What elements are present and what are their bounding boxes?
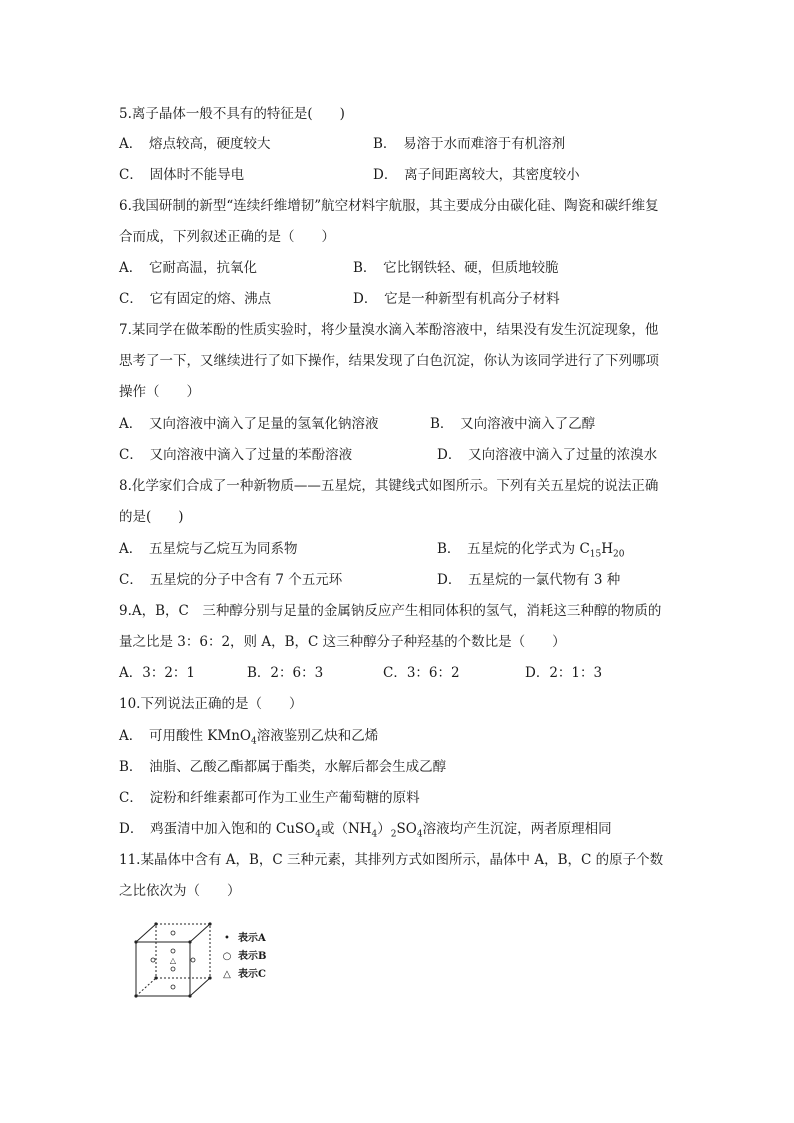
- q10-option-d-text-mid3: SO: [396, 821, 417, 837]
- q5-option-a: A． 熔点较高，硬度较大: [119, 136, 271, 152]
- q8-subscript: 20: [613, 549, 625, 560]
- q10-option-d-text-mid: 或（NH: [320, 821, 372, 837]
- q5-stem: 5.离子晶体一般不具有的特征是( ): [119, 106, 345, 122]
- cell-front-face: [136, 942, 190, 996]
- q7-stem-line1: 7.某同学在做苯酚的性质实验时，将少量溴水滴入苯酚溶液中，结果没有发生沉淀现象，他: [119, 322, 659, 338]
- q9-option-b: B．2：6：3: [247, 665, 324, 681]
- legend-label-a: 表示A: [238, 933, 266, 944]
- q6-option-d: D． 它是一种新型有机高分子材料: [353, 291, 560, 307]
- q9-stem-line1: 9.A，B，C 三种醇分别与足量的金属钠反应产生相同体积的氢气，消耗这三种醇的物质的: [119, 603, 662, 619]
- q10-option-b: B． 油脂、乙酸乙酯都属于酯类，水解后都会生成乙醇: [119, 759, 447, 775]
- cell-edge: [136, 924, 156, 942]
- q7-option-d: D． 又向溶液中滴入了过量的浓溴水: [437, 447, 658, 463]
- q9-option-d: D．2：1：3: [525, 665, 603, 681]
- q7-option-b: B． 又向溶液中滴入了乙醇: [430, 416, 596, 432]
- q9-option-c: C．3：6：2: [383, 665, 460, 681]
- q10-option-a: [119, 726, 679, 746]
- cell-edge-hidden: [136, 978, 156, 996]
- q5-option-d: D． 离子间距离较大，其密度较小: [373, 167, 580, 183]
- q6-stem-line1: 6.我国研制的新型“连续纤维增韧”航空材料宇航服，其主要成分由碳化硅、陶瓷和碳纤维复: [119, 198, 659, 214]
- q10-option-a-text-end: 溶液鉴别乙炔和乙烯: [256, 728, 379, 744]
- q7-option-a: A． 又向溶液中滴入了足量的氢氧化钠溶液: [119, 416, 379, 432]
- q5-option-c: C． 固体时不能导电: [119, 167, 245, 183]
- q11-stem-line1: 11.某晶体中含有 A，B，C 三种元素，其排列方式如图所示，晶体中 A，B，C 的原子个数: [119, 852, 664, 868]
- q10-subscript: 4: [250, 736, 257, 747]
- q11-stem-line2: 之比依次为（ ）: [119, 883, 241, 899]
- q7-stem-line2: 思考了一下，又继续进行了如下操作，结果发现了白色沉淀，你认为该同学进行了下列哪项: [119, 353, 659, 369]
- legend-label-c: 表示C: [238, 969, 266, 980]
- q10-subscript: 4: [416, 829, 423, 840]
- q10-subscript: 4: [371, 829, 378, 840]
- q8-option-b: [437, 539, 624, 559]
- q8-stem-line1: 8.化学家们合成了一种新物质——五星烷，其键线式如图所示。下列有关五星烷的说法正确: [119, 478, 659, 494]
- q8-option-b-text: B． 五星烷的化学式为 C: [437, 541, 590, 557]
- body-center-atom: △: [169, 956, 177, 965]
- legend-label-b: 表示B: [238, 951, 267, 962]
- q9-stem-line2: 量之比是 3：6：2，则 A，B，C 这三种醇分子种羟基的个数比是（ ）: [119, 634, 566, 650]
- cell-edge: [190, 978, 210, 996]
- q8-option-c: C． 五星烷的分子中含有 7 个五元环: [119, 572, 343, 588]
- cell-edge: [190, 924, 210, 942]
- legend-triangle-icon: △: [223, 969, 231, 980]
- q8-option-a: A． 五星烷与乙烷互为同系物: [119, 541, 298, 557]
- q8-stem-line2: 的是( ): [119, 509, 184, 525]
- q7-stem-line3: 操作（ ）: [119, 384, 200, 400]
- q10-subscript: 4: [315, 829, 321, 840]
- q10-option-d-text-mid2: ）: [377, 821, 391, 837]
- q8-option-b-h: H: [601, 541, 614, 557]
- q10-option-d: [119, 819, 679, 839]
- q10-option-d-text: D． 鸡蛋清中加入饱和的 CuSO: [119, 821, 316, 837]
- cell-back-face: [156, 924, 210, 978]
- q6-option-b: B． 它比钢铁轻、硬，但质地较脆: [353, 260, 559, 276]
- q6-option-a: A． 它耐高温，抗氧化: [119, 260, 257, 276]
- q10-option-a-text: A． 可用酸性 KMnO: [119, 728, 251, 744]
- q5-option-b: B． 易溶于水而难溶于有机溶剂: [373, 136, 566, 152]
- legend-row-b: [222, 948, 266, 966]
- legend-dot-icon: •: [224, 933, 230, 944]
- q7-option-c: C． 又向溶液中滴入了过量的苯酚溶液: [119, 447, 353, 463]
- q6-option-c: C． 它有固定的熔、沸点: [119, 291, 272, 307]
- q10-option-c: C． 淀粉和纤维素都可作为工业生产葡萄糖的原料: [119, 790, 420, 806]
- q8-option-d: D． 五星烷的一氯代物有 3 种: [437, 572, 621, 588]
- crystal-legend: [222, 930, 266, 984]
- legend-row-c: [222, 966, 266, 984]
- q9-option-a: A．3：2：1: [119, 665, 196, 681]
- q10-option-d-text-end: 溶液均产生沉淀，两者原理相同: [422, 821, 612, 837]
- q6-stem-line2: 合而成，下列叙述正确的是（ ）: [119, 229, 335, 245]
- q8-subscript: 15: [589, 549, 602, 560]
- q10-subscript: 2: [390, 829, 397, 840]
- q10-stem: 10.下列说法正确的是（ ）: [119, 696, 303, 712]
- legend-circle-icon: ○: [222, 951, 232, 962]
- legend-row-a: [222, 930, 266, 948]
